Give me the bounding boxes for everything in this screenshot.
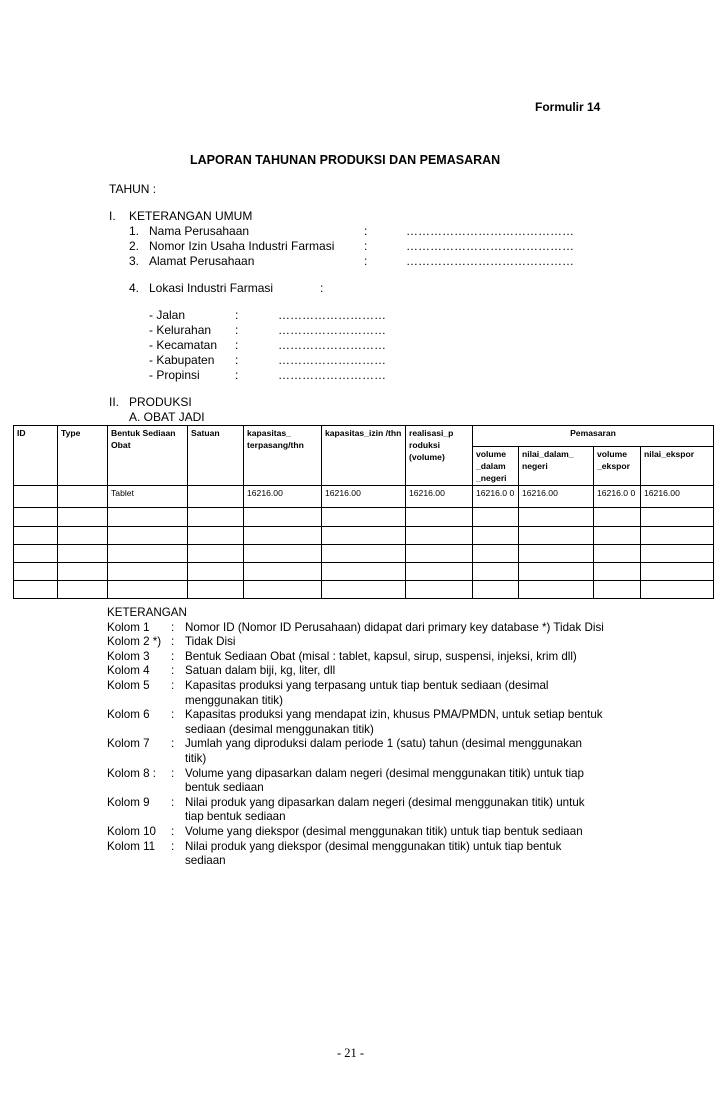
jalan-label: - Jalan — [149, 308, 186, 322]
item-num: 2. — [129, 239, 140, 253]
cell-satuan[interactable] — [188, 486, 244, 508]
kecamatan-label: - Kecamatan — [149, 338, 218, 352]
cell-id[interactable] — [14, 486, 58, 508]
cell-nilai-ekspor[interactable]: 16216.00 — [641, 486, 714, 508]
item-num: 1. — [129, 224, 140, 238]
cell-bentuk[interactable]: Tablet — [108, 486, 188, 508]
kolom-description: Nomor ID (Nomor ID Perusahaan) didapat dari primary key database *) Tidak Disi — [185, 620, 604, 634]
separator: : — [171, 635, 175, 649]
col-header-satuan: Satuan — [188, 426, 244, 486]
colon: : — [235, 353, 239, 367]
cell-volume-ekspor[interactable]: 16216.0 0 — [594, 486, 641, 508]
nama-perusahaan-label: Nama Perusahaan — [149, 224, 250, 238]
separator: : — [171, 708, 175, 722]
separator: : — [171, 649, 175, 663]
col-header-volume-dalam: volume _dalam _negeri — [473, 447, 519, 486]
alamat-perusahaan-label: Alamat Perusahaan — [149, 254, 255, 268]
table-row — [14, 581, 714, 599]
jalan-field[interactable]: ……………………… — [278, 308, 386, 322]
kolom-description: Kapasitas produksi yang terpasang untuk tiap bentuk sediaan (desimal menggunakan titik) — [185, 678, 549, 707]
propinsi-field[interactable]: ……………………… — [278, 368, 386, 382]
section2-sub: A. OBAT JADI — [129, 410, 205, 424]
list-item — [107, 650, 605, 665]
colon: : — [235, 368, 239, 382]
keterangan-heading: KETERANGAN — [107, 606, 187, 619]
list-item — [107, 767, 605, 796]
list-item — [107, 679, 605, 708]
colon: : — [235, 338, 239, 352]
form-label: Formulir 14 — [535, 100, 601, 114]
list-item — [107, 664, 605, 679]
separator: : — [171, 766, 175, 780]
list-item — [107, 796, 605, 825]
col-header-realisasi: realisasi_p roduksi (volume) — [406, 426, 473, 486]
kolom-label: Kolom 3 — [107, 649, 150, 663]
table-row — [14, 508, 714, 527]
col-header-bentuk: Bentuk Sediaan Obat — [108, 426, 188, 486]
lokasi-label: Lokasi Industri Farmasi — [149, 281, 274, 295]
section1-heading: KETERANGAN UMUM — [129, 209, 253, 223]
separator: : — [171, 839, 175, 853]
kolom-label: Kolom 4 — [107, 664, 150, 678]
col-header-nilai-dalam: nilai_dalam_ negeri — [519, 447, 594, 486]
kolom-label: Kolom 5 — [107, 678, 150, 692]
table-row — [14, 563, 714, 581]
kolom-description: Tidak Disi — [185, 635, 236, 649]
separator: : — [171, 737, 175, 751]
colon: : — [235, 308, 239, 322]
col-header-id: ID — [14, 426, 58, 486]
cell-kapasitas-terpasang[interactable]: 16216.00 — [244, 486, 322, 508]
kolom-label: Kolom 8 : — [107, 766, 156, 780]
list-item — [107, 708, 605, 737]
separator: : — [171, 678, 175, 692]
colon: : — [364, 254, 368, 268]
kolom-description: Bentuk Sediaan Obat (misal : tablet, kapsul, sirup, suspensi, injeksi, krim dll) — [185, 649, 577, 663]
cell-nilai-dalam[interactable]: 16216.00 — [519, 486, 594, 508]
col-header-volume-ekspor: volume _ekspor — [594, 447, 641, 486]
kolom-label: Kolom 10 — [107, 824, 156, 838]
table-row — [14, 486, 714, 508]
separator: : — [171, 620, 175, 634]
cell-realisasi[interactable]: 16216.00 — [406, 486, 473, 508]
list-item — [107, 825, 605, 840]
kecamatan-field[interactable]: ……………………… — [278, 338, 386, 352]
cell-volume-dalam[interactable]: 16216.0 0 — [473, 486, 519, 508]
colon: : — [235, 323, 239, 337]
keterangan-list — [107, 621, 605, 869]
kelurahan-label: - Kelurahan — [149, 323, 212, 337]
nomor-izin-field[interactable]: …………………………………… — [406, 239, 574, 253]
tahun-label: TAHUN : — [109, 182, 157, 196]
page-title: LAPORAN TAHUNAN PRODUKSI DAN PEMASARAN — [190, 153, 501, 167]
kolom-description: Volume yang dipasarkan dalam negeri (desimal menggunakan titik) untuk tiap bentuk sediaan — [185, 766, 584, 795]
kolom-label: Kolom 9 — [107, 795, 150, 809]
kolom-description: Nilai produk yang dipasarkan dalam negeri (desimal menggunakan titik) untuk tiap bentuk sediaan — [185, 795, 585, 824]
table-header-row — [14, 426, 714, 447]
cell-kapasitas-izin[interactable]: 16216.00 — [322, 486, 406, 508]
table-row — [14, 527, 714, 545]
cell-type[interactable] — [58, 486, 108, 508]
col-header-nilai-ekspor: nilai_ekspor — [641, 447, 714, 486]
separator: : — [171, 664, 175, 678]
col-header-kapasitas-terpasang: kapasitas_ terpasang/thn — [244, 426, 322, 486]
colon: : — [364, 239, 368, 253]
kabupaten-field[interactable]: ……………………… — [278, 353, 386, 367]
kolom-label: Kolom 7 — [107, 737, 150, 751]
kolom-description: Nilai produk yang diekspor (desimal menggunakan titik) untuk tiap bentuk sediaan — [185, 839, 562, 868]
table-row — [14, 545, 714, 563]
section1-roman: I. — [109, 209, 116, 223]
list-item — [107, 737, 605, 766]
section2-heading: PRODUKSI — [129, 395, 192, 409]
production-table — [13, 425, 714, 599]
nama-perusahaan-field[interactable]: …………………………………… — [406, 224, 574, 238]
page-number: - 21 - — [337, 1046, 365, 1060]
kolom-label: Kolom 11 — [107, 839, 156, 853]
kolom-description: Volume yang diekspor (desimal menggunakan titik) untuk tiap bentuk sediaan — [185, 824, 583, 838]
separator: : — [171, 795, 175, 809]
item-num: 4. — [129, 281, 140, 295]
nomor-izin-label: Nomor Izin Usaha Industri Farmasi — [149, 239, 335, 253]
list-item — [107, 635, 605, 650]
col-header-type: Type — [58, 426, 108, 486]
col-header-kapasitas-izin: kapasitas_izin /thn — [322, 426, 406, 486]
separator: : — [171, 824, 175, 838]
col-header-pemasaran: Pemasaran — [473, 426, 714, 447]
list-item — [107, 621, 605, 636]
kolom-description: Satuan dalam biji, kg, liter, dll — [185, 664, 336, 678]
kelurahan-field[interactable]: ……………………… — [278, 323, 386, 337]
keterangan-section — [107, 606, 605, 869]
kabupaten-label: - Kabupaten — [149, 353, 215, 367]
item-num: 3. — [129, 254, 140, 268]
list-item — [107, 840, 605, 869]
kolom-description: Jumlah yang diproduksi dalam periode 1 (satu) tahun (desimal menggunakan titik) — [185, 737, 582, 765]
kolom-description: Kapasitas produksi yang mendapat izin, khusus PMA/PMDN, untuk setiap bentuk sediaan (desimal menggunakan titik) — [185, 708, 603, 736]
alamat-perusahaan-field[interactable]: …………………………………… — [406, 254, 574, 268]
kolom-label: Kolom 2 *) — [107, 635, 162, 649]
kolom-label: Kolom 6 — [107, 708, 150, 722]
colon: : — [320, 281, 324, 295]
kolom-label: Kolom 1 — [107, 620, 150, 634]
propinsi-label: - Propinsi — [149, 368, 200, 382]
section2-roman: II. — [109, 395, 120, 409]
colon: : — [364, 224, 368, 238]
